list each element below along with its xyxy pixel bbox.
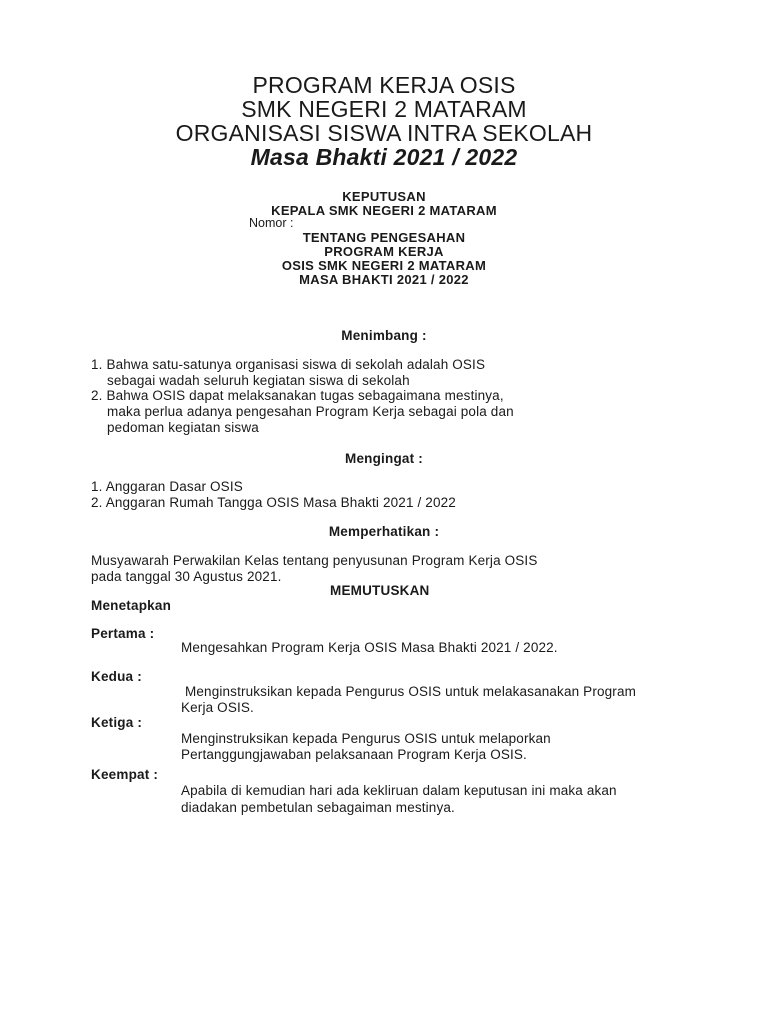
pertama-label: Pertama :: [91, 626, 155, 641]
kedua-label: Kedua :: [91, 669, 142, 684]
mengingat-item-2: 2. Anggaran Rumah Tangga OSIS Masa Bhakti 2021 / 2022: [91, 495, 456, 510]
memperhatikan-line-2: pada tanggal 30 Agustus 2021.: [91, 569, 282, 584]
mengingat-heading: Mengingat :: [345, 451, 423, 466]
title-line-1: PROGRAM KERJA OSIS: [252, 72, 516, 98]
title-line-3: ORGANISASI SISWA INTRA SEKOLAH: [175, 120, 593, 146]
mengingat-item-1: 1. Anggaran Dasar OSIS: [91, 479, 243, 494]
ketiga-text-2: Pertanggungjawaban pelaksanaan Program Kerja OSIS.: [181, 747, 527, 762]
keempat-label: Keempat :: [91, 767, 159, 782]
decree-program: PROGRAM KERJA: [324, 244, 444, 259]
keempat-text-1: Apabila di kemudian hari ada kekliruan dalam keputusan ini maka akan: [181, 783, 617, 798]
decree-osis: OSIS SMK NEGERI 2 MATARAM: [281, 258, 487, 273]
kedua-text-1: Menginstruksikan kepada Pengurus OSIS untuk melakasanakan Program: [185, 684, 636, 699]
title-line-2: SMK NEGERI 2 MATARAM: [241, 96, 527, 122]
decree-nomor: Nomor :: [249, 216, 294, 230]
menimbang-item-2: 2. Bahwa OSIS dapat melaksanakan tugas sebagaimana mestinya,: [91, 388, 504, 403]
memutuskan-heading: MEMUTUSKAN: [330, 583, 430, 598]
memperhatikan-line-1: Musyawarah Perwakilan Kelas tentang penyusunan Program Kerja OSIS: [91, 553, 538, 568]
decree-tentang: TENTANG PENGESAHAN: [302, 230, 466, 245]
ketiga-text-1: Menginstruksikan kepada Pengurus OSIS untuk melaporkan: [181, 731, 551, 746]
menimbang-item-2-cont-2: pedoman kegiatan siswa: [107, 420, 259, 435]
menimbang-item-1: 1. Bahwa satu-satunya organisasi siswa di sekolah adalah OSIS: [91, 357, 486, 372]
keempat-text-2: diadakan pembetulan sebagaiman mestinya.: [181, 800, 455, 815]
menimbang-heading: Menimbang :: [341, 328, 427, 343]
decree-masa: MASA BHAKTI 2021 / 2022: [299, 272, 469, 287]
title-line-4: Masa Bhakti 2021 / 2022: [250, 144, 518, 170]
ketiga-label: Ketiga :: [91, 715, 143, 730]
pertama-text: Mengesahkan Program Kerja OSIS Masa Bhakti 2021 / 2022.: [181, 640, 558, 655]
menimbang-item-1-cont: sebagai wadah seluruh kegiatan siswa di sekolah: [107, 373, 410, 388]
decree-kepala: KEPALA SMK NEGERI 2 MATARAM: [271, 203, 497, 218]
decree-keputusan: KEPUTUSAN: [342, 189, 426, 204]
menetapkan-label: Menetapkan: [91, 598, 172, 613]
memperhatikan-heading: Memperhatikan :: [328, 524, 440, 539]
kedua-text-2: Kerja OSIS.: [181, 700, 254, 715]
menimbang-item-2-cont: maka perlua adanya pengesahan Program Kerja sebagai pola dan: [107, 404, 514, 419]
